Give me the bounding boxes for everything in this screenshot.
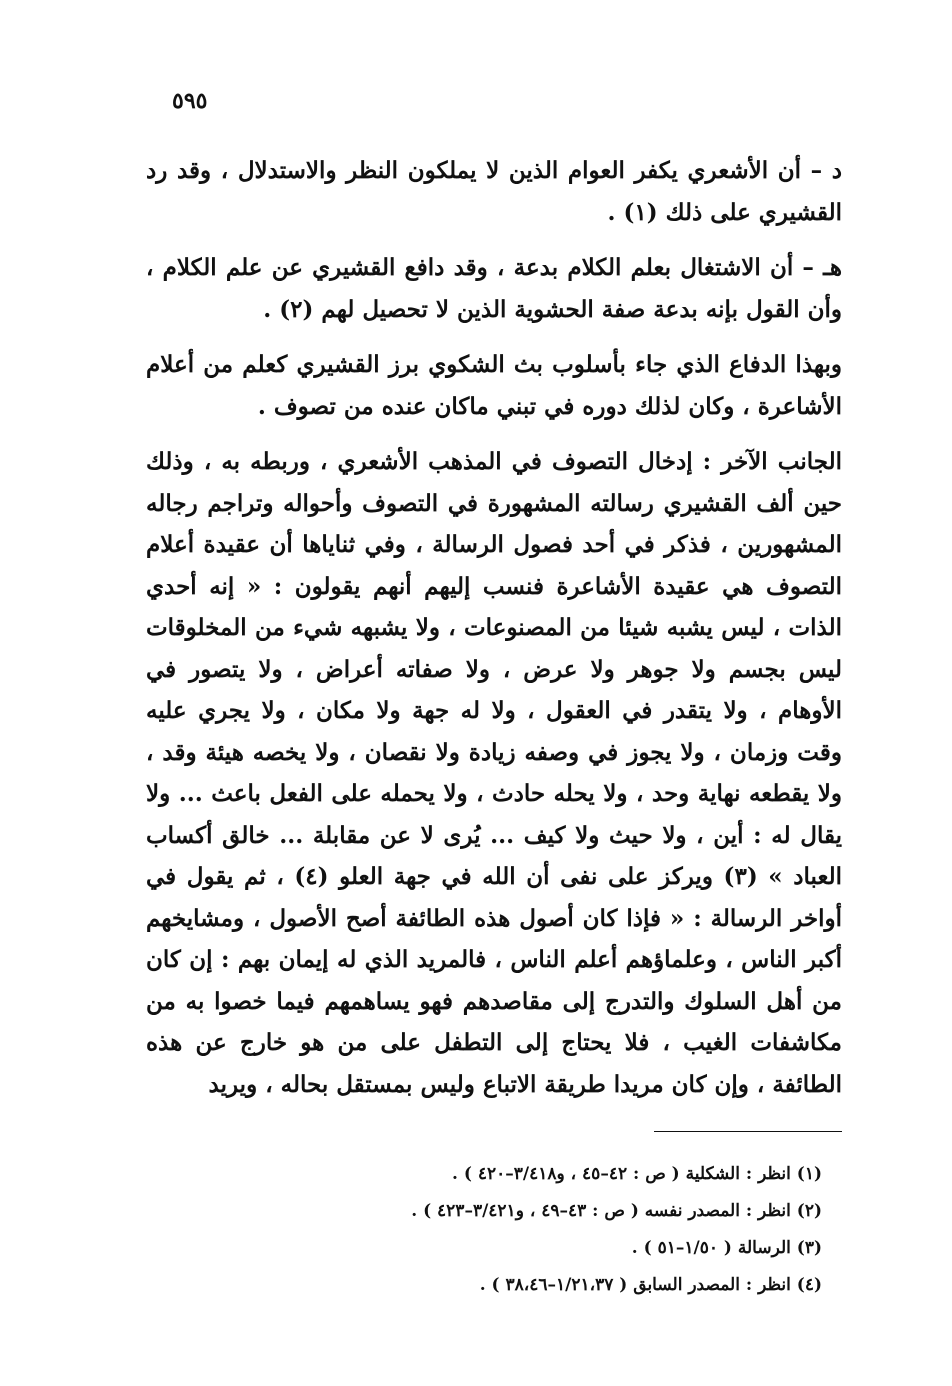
- footnote-divider: [654, 1131, 842, 1132]
- footnotes: [262, 1156, 822, 1304]
- footnote-1: (١) انظر : الشكلية ( ص : ٤٢–٤٥ ، و٣/٤١٨–٤٢٠ ) .: [452, 1164, 822, 1184]
- footnote-4: (٤) انظر : المصدر السابق ( ١/٢١،٣٧–٣٨،٤٦ ) .: [479, 1275, 822, 1295]
- paragraph-other-aspect: [146, 441, 842, 1105]
- paragraph-defense: وبهذا الدفاع الذي جاء بأسلوب بث الشكوي برز القشيري كعلم من أعلام الأشاعرة ، وكان لذلك دوره في تبني ماكان عنده من تصوف .: [146, 351, 842, 420]
- main-text: [146, 150, 842, 1105]
- page-number: ٥٩٥: [172, 88, 208, 114]
- paragraph-other-aspect-text: : إدخال التصوف في المذهب الأشعري ، وربطه به ، وذلك حين ألف القشيري رسالته المشهورة في التصوف وأحواله وتراجم رجاله المشهورين ، فذكر في أحد فصول الرسالة ، وفي ثناياها أن عقيدة أعلام التصوف هي عقيدة الأشاعرة فنسب إليهم أنهم يقولون : « إنه أحدي الذات ، ليس يشبه شيئا من المصنوعات ، ولا يشبهه شيء من المخلوقات ليس بجسم ولا جوهر ولا عرض ، ولا صفاته أعراض ، ولا يتصور في الأوهام ، ولا يتقدر في العقول ، ولا له جهة ولا مكان ، ولا يجري عليه وقت وزمان ، ولا يجوز في وصفه زيادة ولا نقصان ، ولا يخصه هيئة وقد ، ولا يقطعه نهاية وحد ، ولا يحله حادث ، ولا يحمله على الفعل باعث ... ولا يقال له : أين ، ولا حيث ولا كيف ... يُرى لا عن مقابلة ... خالق أكساب العباد » (٣) ويركز على نفى أن الله في جهة العلو (٤) ، ثم يقول في أواخر الرسالة : « فإذا كان أصول هذه الطائفة أصح الأصول ، ومشايخهم أكبر الناس ، وعلماؤهم أعلم الناس ، فالمريد الذي له إيمان بهم : إن كان من أهل السلوك والتدرج إلى مقاصدهم فهو يساهمهم فيما خصوا به من مكاشفات الغيب ، فلا يحتاج إلى التطفل على من هو خارج عن هذه الطائفة ، وإن كان مريدا طريقة الاتباع وليس بمستقل بحاله ، ويريد: [146, 448, 842, 1098]
- paragraph-dal: د – أن الأشعري يكفر العوام الذين لا يملكون النظر والاستدلال ، وقد رد القشيري على ذلك (١) .: [146, 157, 842, 226]
- footnote-2: (٢) انظر : المصدر نفسه ( ص : ٤٣–٤٩ ، و٣/٤٢١–٤٢٣ ) .: [411, 1201, 822, 1221]
- footnote-3: (٣) الرسالة ( ١/٥٠–٥١ ) .: [631, 1238, 822, 1258]
- paragraph-lead-heading: الجانب الآخر: [721, 448, 842, 475]
- paragraph-ha: هـ – أن الاشتغال بعلم الكلام بدعة ، وقد دافع القشيري عن علم الكلام ، وأن القول بإنه بدعة صفة الحشوية الذين لا تحصيل لهم (٢) .: [146, 254, 842, 323]
